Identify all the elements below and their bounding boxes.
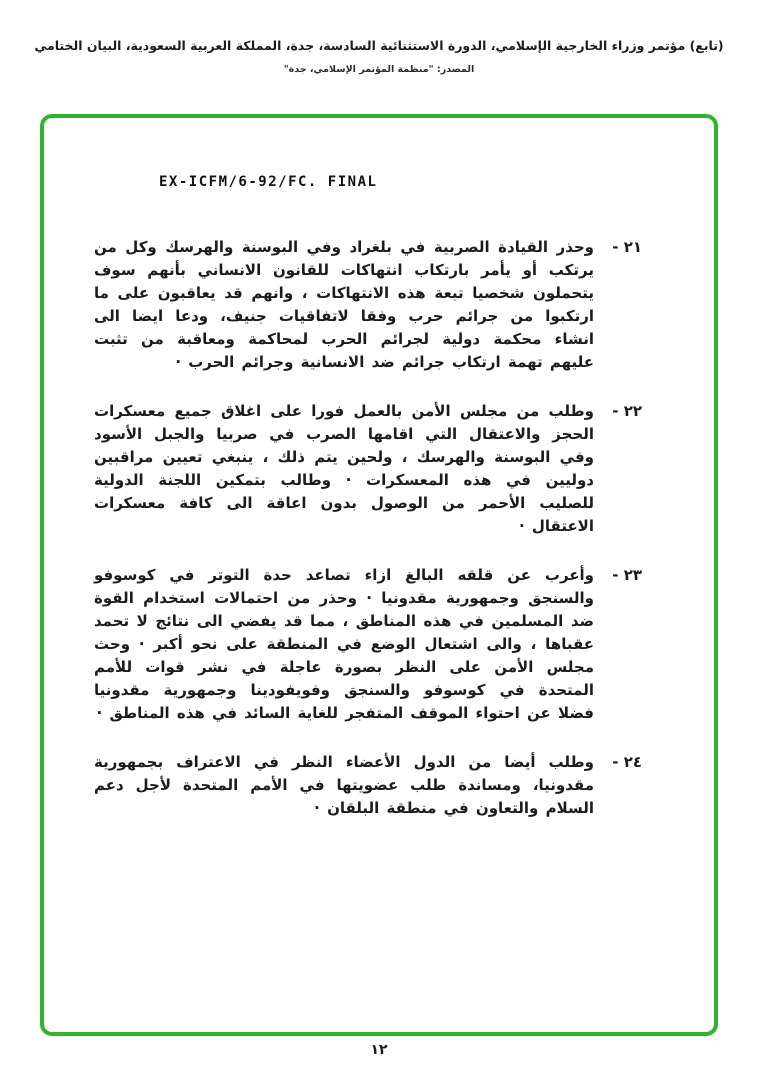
header-source: المصدر: "منظمة المؤتمر الإسلامي، جدة" [283, 64, 475, 75]
paragraph-number: ٢٢ - [612, 402, 642, 420]
paragraph-number: ٢٤ - [612, 753, 642, 771]
header-title: (تابع) مؤتمر وزراء الخارجية الإسلامي، الدورة الاستثنائية السادسة، جدة، المملكة العربية السعودية، البيان الختامي [34, 38, 724, 53]
green-frame [40, 114, 718, 1036]
paragraph-text: وطلب من مجلس الأمن بالعمل فورا على اغلاق جميع معسكرات الحجز والاعتقال التي اقامها الصرب في صربيا والجبل الأسود وفي البوسنة والهرسك ، ولحين يتم ذلك ، ينبغي تعيين مراقبين دوليين في هذه المعسكرات · وطالب بتمكين اللجنة الدولية للصليب الأحمر من الوصول بدون اعاقة الى كافة معسكرات الاعتقال · [94, 402, 594, 535]
paragraph-24 [94, 751, 642, 820]
paragraph-number: ٢١ - [612, 238, 642, 256]
paragraph-number: ٢٣ - [612, 566, 642, 584]
paragraph-text: وطلب أيضا من الدول الأعضاء النظر في الاعتراف بجمهورية مقدونيا، ومساندة طلب عضويتها في الأمم المتحدة لأجل دعم السلام والتعاون في منطقة البلقان · [94, 753, 594, 817]
paragraph-22 [94, 400, 642, 538]
paragraph-text: وحذر القيادة الصربية في بلغراد وفي البوسنة والهرسك وكل من يرتكب أو يأمر بارتكاب انتهاكات للقانون الانساني بأنهم سوف يتحملون شخصيا تبعة هذه الانتهاكات ، وانهم قد يعاقبون على ما ارتكبوا من جرائم حرب وفقا لاتفاقيات جنيف، ودعا ايضا الى انشاء محكمة دولية لجرائم الحرب لمحاكمة ومعاقبة من تثبت عليهم تهمة ارتكاب جرائم ضد الانسانية وجرائم الحرب · [94, 238, 594, 371]
paragraph-23 [94, 564, 642, 725]
document-body [44, 118, 714, 1032]
document-reference: EX-ICFM/6-92/FC. FINAL [159, 174, 378, 190]
page-number: ١٢ [370, 1042, 388, 1058]
paragraph-text: وأعرب عن قلقه البالغ ازاء تصاعد حدة التوتر في كوسوفو والسنجق وجمهورية مقدونيا · وحذر من احتمالات استخدام القوة ضد المسلمين في هذه المناطق ، مما قد يفضي الى نتائج لا تحمد عقباها ، والى اشتعال الوضع في المنطقة على نحو أكبر · وحث مجلس الأمن على النظر بصورة عاجلة في نشر قوات للأمم المتحدة في كوسوفو والسنجق وفويفودينا وجمهورية مقدونيا فضلا عن احتواء الموقف المتفجر للغاية السائد في هذه المناطق · [94, 566, 594, 722]
page-header [0, 0, 758, 75]
paragraph-21 [94, 236, 642, 374]
